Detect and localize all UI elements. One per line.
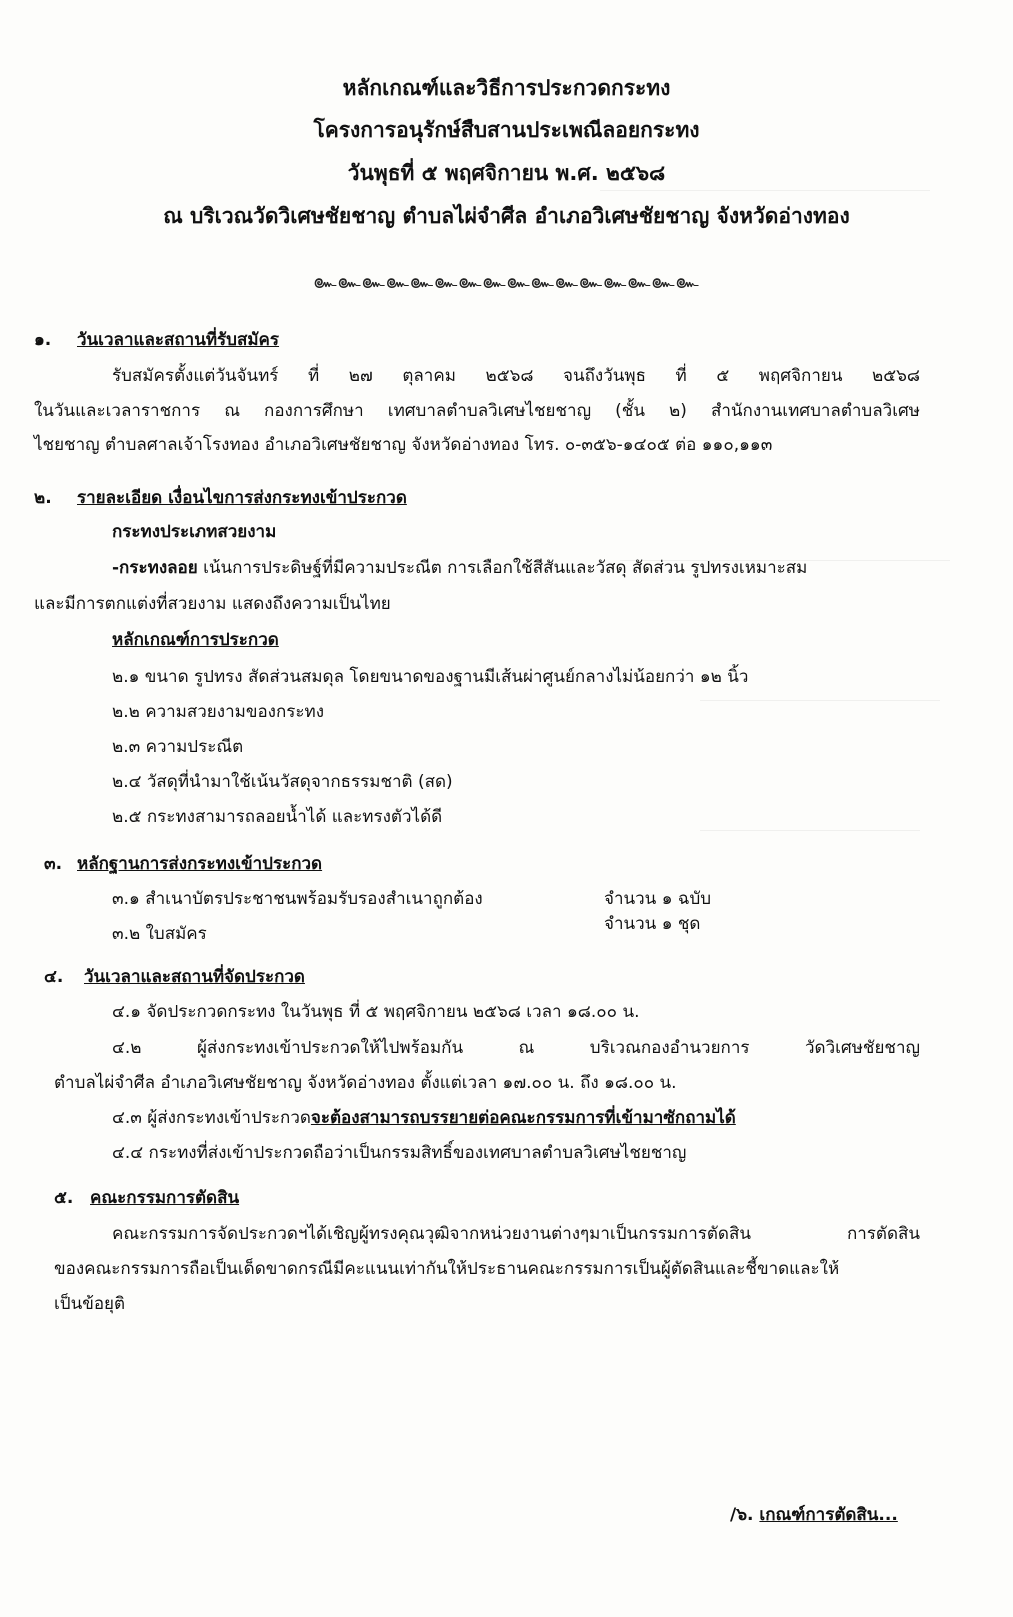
schedule-item [112,1106,736,1130]
section-2-number: ๒. [34,488,52,508]
schedule-item-emphasis: จะต้องสามารถบรรยายต่อคณะกรรมการที่เข้ามาซักถามได้ [310,1108,736,1128]
continuation-prefix: /๖. [730,1505,760,1525]
event-date: วันพุธที่ ๕ พฤศจิกายน พ.ศ. ๒๕๖๘ [347,161,666,185]
section-4-number: ๔. [44,967,64,987]
section-1-heading: วันเวลาและสถานที่รับสมัคร [77,330,280,350]
evidence-item-label: ๓.๒ ใบสมัคร [112,924,207,944]
committee-line-1: คณะกรรมการจัดประกวดฯได้เชิญผู้ทรงคุณวุฒิจากหน่วยงานต่างๆมาเป็นกรรมการตัดสิน การตัดสิน [112,1224,920,1244]
section-1-line-3: ไชยชาญ ตำบลศาลเจ้าโรงทอง อำเภอวิเศษชัยชาญ จังหวัดอ่างทอง โทร. ๐-๓๕๖-๑๔๐๕ ต่อ ๑๑๐,๑๑๓ [34,435,773,455]
section-1-line-1: รับสมัครตั้งแต่วันจันทร์ ที่ ๒๗ ตุลาคม ๒๕๖๘ จนถึงวันพุธ ที่ ๕ พฤศจิกายน ๒๕๖๘ [112,366,920,386]
criteria-heading: หลักเกณฑ์การประกวด [112,630,279,650]
criteria-item: ๒.๑ ขนาด รูปทรง สัดส่วนสมดุล โดยขนาดของฐานมีเส้นผ่าศูนย์กลางไม่น้อยกว่า ๑๒ นิ้ว [112,667,749,687]
continuation-next-heading: เกณฑ์การตัดสิน... [759,1505,898,1525]
section-1-number: ๑. [34,330,52,350]
section-3-number: ๓. [44,854,63,874]
section-1-line-2: ในวันและเวลาราชการ ณ กองการศึกษา เทศบาลตำบลวิเศษไชยชาญ (ชั้น ๒) สำนักงานเทศบาลตำบลวิเศษ [34,401,920,421]
category-description-text: เน้นการประดิษฐ์ที่มีความประณีต การเลือกใช้สีสันและวัสดุ สัดส่วน รูปทรงเหมาะสม [197,558,808,578]
evidence-item-quantity: จำนวน ๑ ฉบับ [604,889,712,909]
section-2-heading: รายละเอียด เงื่อนไขการส่งกระทงเข้าประกวด [77,488,407,508]
event-location: ณ บริเวณวัดวิเศษชัยชาญ ตำบลไผ่จำศีล อำเภอวิเศษชัยชาญ จังหวัดอ่างทอง [163,204,850,228]
schedule-item: ๔.๔ กระทงที่ส่งเข้าประกวดถือว่าเป็นกรรมสิทธิ์ของเทศบาลตำบลวิเศษไชยชาญ [112,1143,687,1163]
committee-line-3: เป็นข้อยุติ [54,1294,126,1314]
committee-line-2: ของคณะกรรมการถือเป็นเด็ดขาดกรณีมีคะแนนเท่ากันให้ประธานคณะกรรมการเป็นผู้ตัดสินและชี้ขาดและให้ [54,1259,840,1279]
schedule-item: ๔.๒ ผู้ส่งกระทงเข้าประกวดให้ไปพร้อมกัน ณ บริเวณกองอำนวยการ วัดวิเศษชัยชาญ [112,1038,920,1058]
criteria-item: ๒.๕ กระทงสามารถลอยน้ำได้ และทรงตัวได้ดี [112,807,443,827]
ornament-divider: ๛๛๛๛๛๛๛๛๛๛๛๛๛๛๛๛ [313,269,700,293]
schedule-item: ๔.๑ จัดประกวดกระทง ในวันพุธ ที่ ๕ พฤศจิกายน ๒๕๖๘ เวลา ๑๘.๐๐ น. [112,1002,640,1022]
evidence-item-quantity: จำนวน ๑ ชุด [604,914,701,934]
section-5-number: ๕. [54,1188,74,1208]
criteria-item: ๒.๔ วัสดุที่นำมาใช้เน้นวัสดุจากธรรมชาติ (สด) [112,772,453,792]
criteria-item: ๒.๓ ความประณีต [112,737,244,757]
criteria-item: ๒.๒ ความสวยงามของกระทง [112,702,325,722]
project-name: โครงการอนุรักษ์สืบสานประเพณีลอยกระทง [313,118,700,142]
category-type: -กระทงลอย [112,558,198,578]
section-3-heading: หลักฐานการส่งกระทงเข้าประกวด [77,854,323,874]
document-title: หลักเกณฑ์และวิธีการประกวดกระทง [342,76,671,100]
schedule-item-continued: ตำบลไผ่จำศีล อำเภอวิเศษชัยชาญ จังหวัดอ่างทอง ตั้งแต่เวลา ๑๗.๐๐ น. ถึง ๑๘.๐๐ น. [54,1073,677,1093]
section-5-heading: คณะกรรมการตัดสิน [90,1188,240,1208]
schedule-item-text: ๔.๓ ผู้ส่งกระทงเข้าประกวด [112,1108,311,1128]
evidence-item-label: ๓.๑ สำเนาบัตรประชาชนพร้อมรับรองสำเนาถูกต้อง [112,889,483,909]
continuation-note [730,1503,898,1527]
category-label: กระทงประเภทสวยงาม [112,522,277,542]
category-description-line-2: และมีการตกแต่งที่สวยงาม แสดงถึงความเป็นไทย [34,594,391,614]
category-description-line-1 [112,556,920,580]
section-4-heading: วันเวลาและสถานที่จัดประกวด [84,967,305,987]
